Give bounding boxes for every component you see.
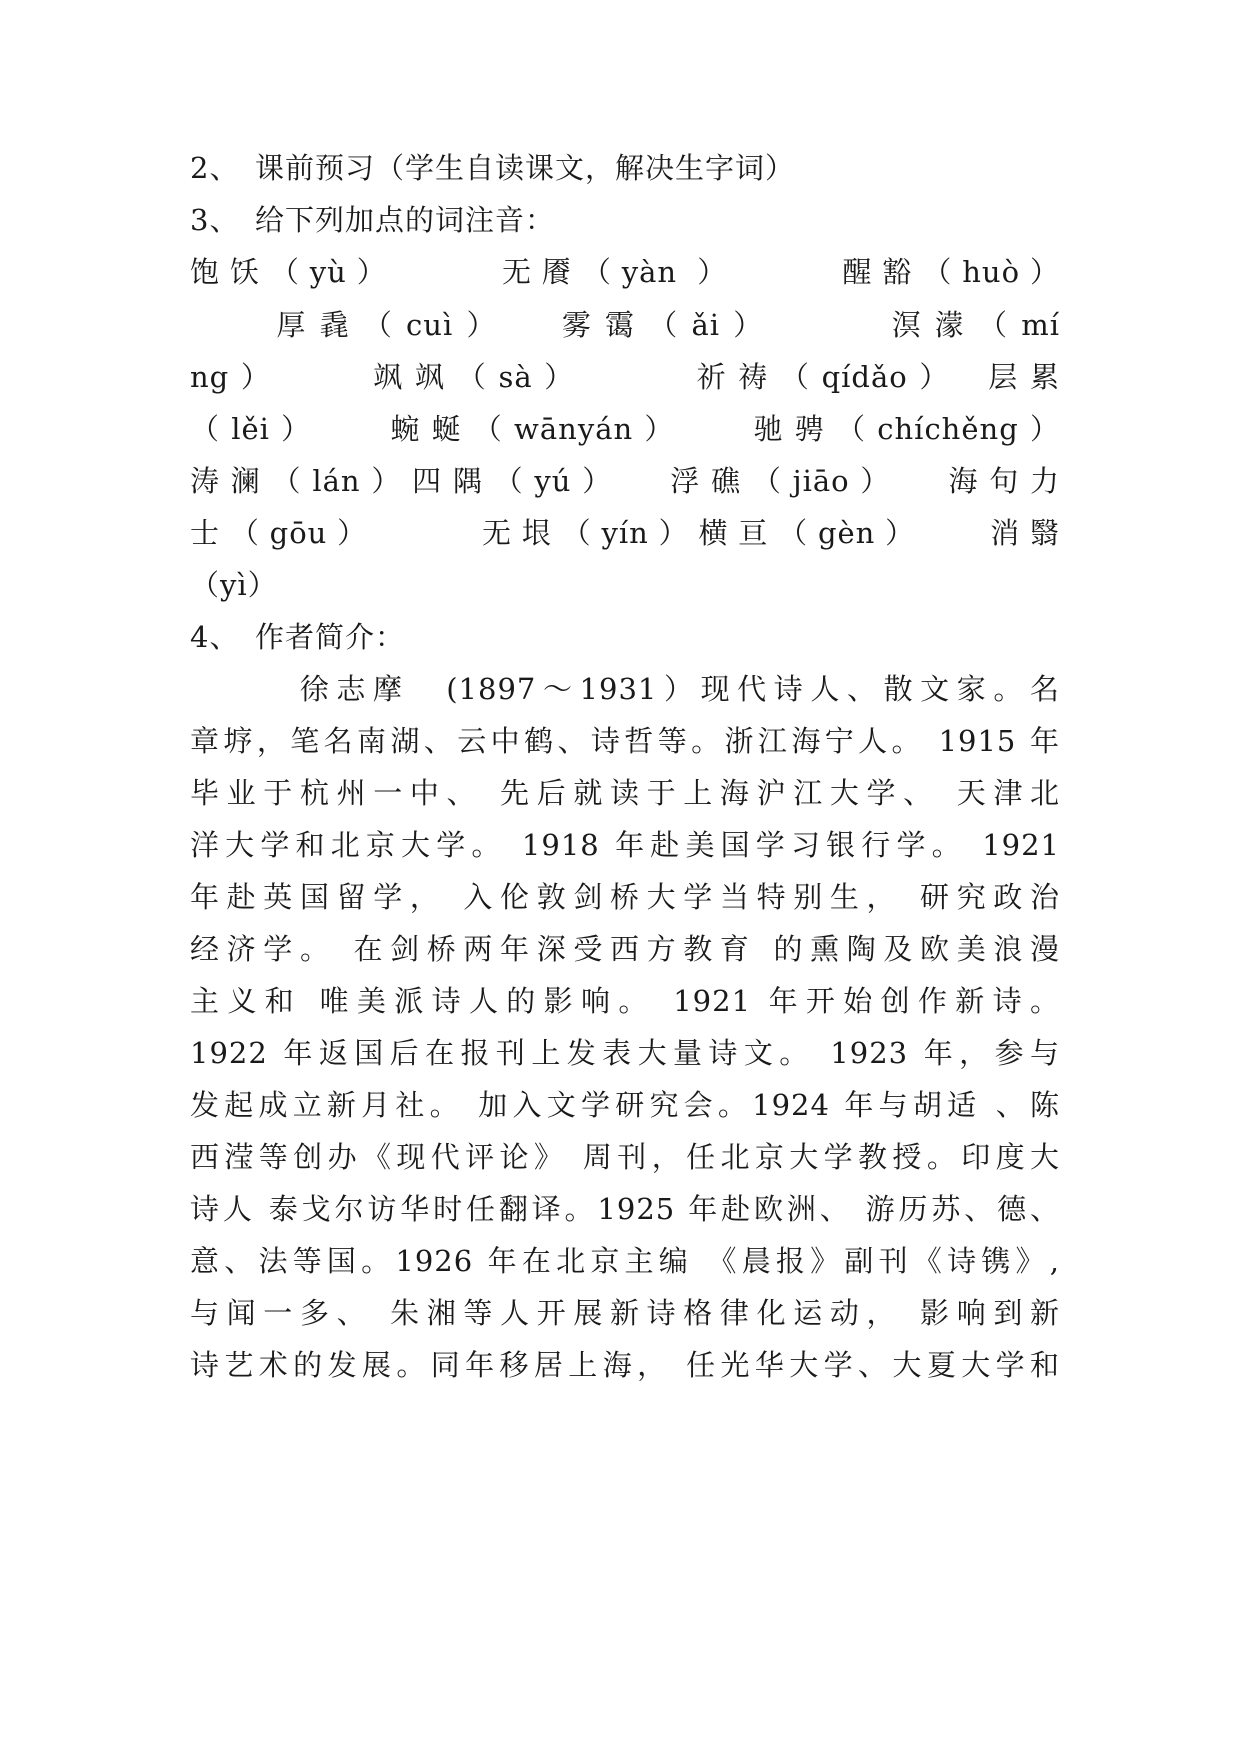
text-line-17: 主义和 唯美派诗人的影响。 1921 年开始创作新诗。 [190, 984, 1060, 1018]
text-line-14: 洋大学和北京大学。 1918 年赴美国学习银行学。 1921 [190, 828, 1060, 862]
text-line-13: 毕业于杭州一中、 先后就读于上海沪江大学、 天津北 [190, 776, 1060, 810]
text-line-12: 章垿，笔名南湖、云中鹤、诗哲等。浙江海宁人。 1915 年 [190, 724, 1060, 758]
text-line-11: 徐志摩 (1897～1931）现代诗人、散文家。名 [190, 672, 1060, 706]
text-line-22: 意、法等国。1926 年在北京主编 《晨报》副刊《诗镌》, [190, 1244, 1060, 1278]
text-line-24: 诗艺术的发展。同年移居上海， 任光华大学、大夏大学和 [190, 1348, 1060, 1382]
text-line-8: 士（gōu） 无垠（yín）横亘（gèn） 消翳 [190, 516, 1060, 550]
text-line-23: 与闻一多、 朱湘等人开展新诗格律化运动， 影响到新 [190, 1296, 1060, 1330]
text-line-9: （yì） [190, 568, 278, 602]
text-line-21: 诗人 泰戈尔访华时任翻译。1925 年赴欧洲、 游历苏、德、 [190, 1192, 1060, 1226]
text-line-16: 经济学。 在剑桥两年深受西方教育 的熏陶及欧美浪漫 [190, 932, 1060, 966]
text-line-19: 发起成立新月社。 加入文学研究会。1924 年与胡适 、陈 [190, 1088, 1060, 1122]
text-line-5: ng） 飒飒（sà） 祈祷（qídǎo） 层累 [190, 360, 1060, 394]
text-line-10: 4、 作者简介： [190, 620, 405, 654]
text-line-3: 饱饫（yù） 无餍（yàn ） 醒豁（huò） [190, 255, 1060, 289]
text-line-20: 西滢等创办《现代评论》 周刊，任北京大学教授。印度大 [190, 1140, 1060, 1174]
text-line-2: 3、 给下列加点的词注音： [190, 203, 555, 237]
text-line-6: （lěi） 蜿蜒（wānyán） 驰骋（chíchěng） [190, 412, 1060, 446]
text-line-18: 1922 年返国后在报刊上发表大量诗文。 1923 年，参与 [190, 1036, 1060, 1070]
text-line-7: 涛澜（lán）四隅（yú） 浮礁（jiāo） 海句力 [190, 464, 1060, 498]
text-line-1: 2、 课前预习（学生自读课文，解决生字词） [190, 151, 795, 185]
text-line-4: 厚毳（cuì） 雾霭（ǎi） 溟濛（mí [190, 308, 1060, 342]
text-line-15: 年赴英国留学， 入伦敦剑桥大学当特别生， 研究政治 [190, 880, 1060, 914]
